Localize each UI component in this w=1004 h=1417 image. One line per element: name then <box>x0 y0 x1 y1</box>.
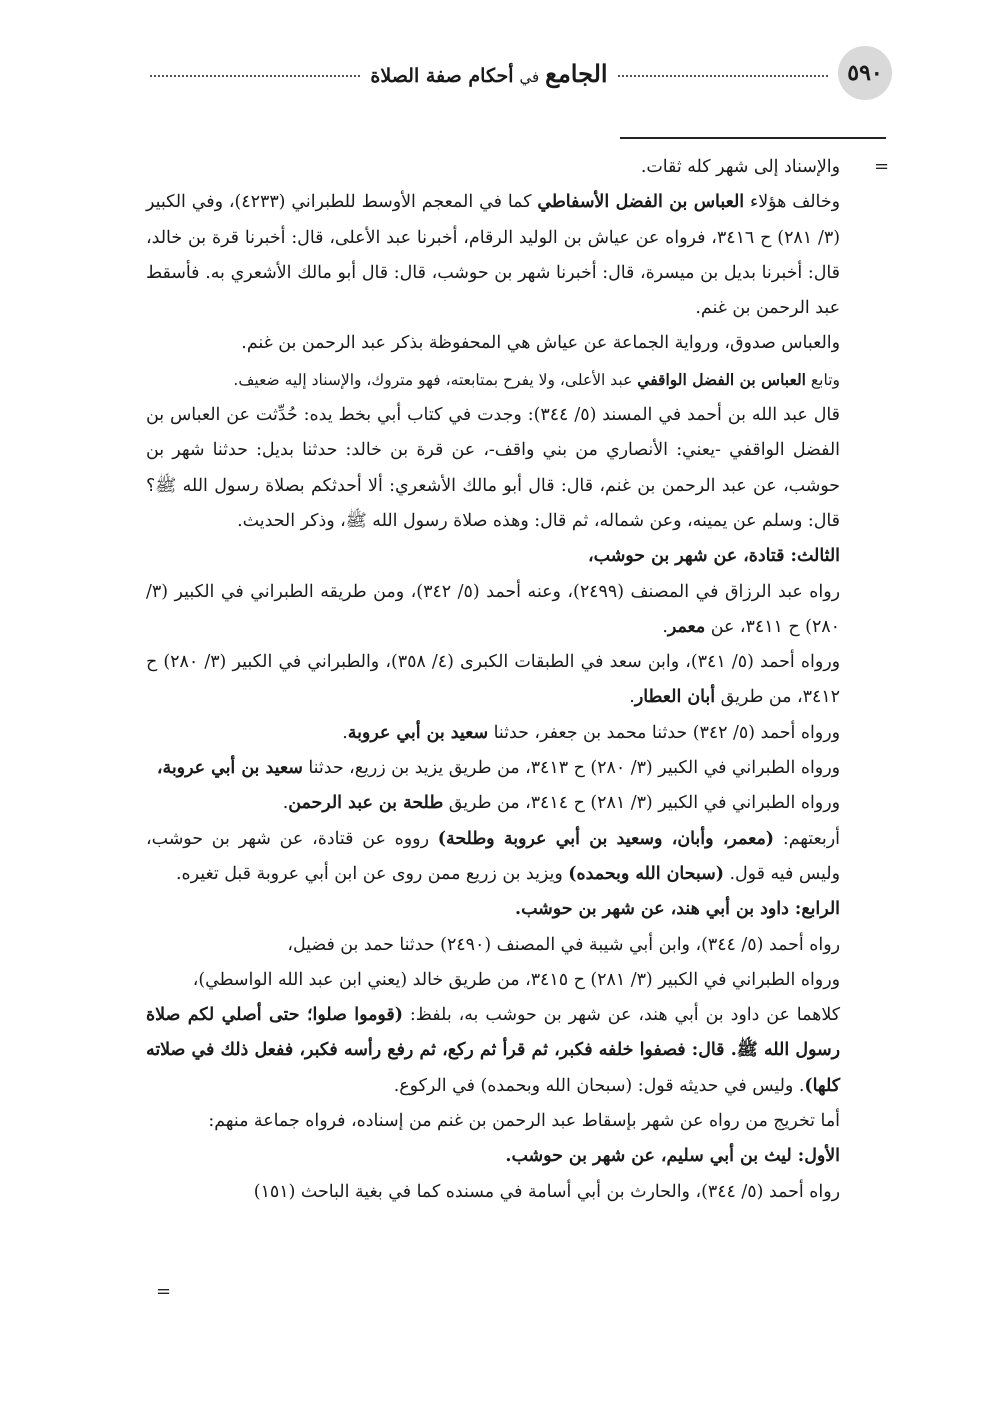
text-run: ورواه أحمد (٥/ ٣٤١)، وابن سعد في الطبقات الكبرى (٤/ ٣٥٨)، والطبراني في الكبير (٣/ ٢٨٠) ح ٣٤١٢، من طريق <box>146 652 841 708</box>
text-run: وخالف هؤلاء <box>744 192 840 213</box>
text-run: وتابع <box>805 370 840 389</box>
page-header <box>140 50 892 96</box>
bold-text: الرابع: داود بن أبي هند، عن شهر بن حوشب. <box>515 899 840 920</box>
text-run: عبد الأعلى، ولا يفرح بمتابعته، فهو متروك، والإسناد إليه ضعيف. <box>233 370 638 389</box>
text-run: ورواه الطبراني في الكبير (٣/ ٢٨١) ح ٣٤١٤، من طريق <box>443 793 840 814</box>
bold-text: طلحة بن عبد الرحمن <box>288 793 444 814</box>
text-run: رواه عبد الرزاق في المصنف (٢٤٩٩)، وعنه أحمد (٥/ ٣٤٢)، ومن طريقه الطبراني في الكبير (٣/ ٢٨٠) ح ٣٤١١، عن <box>146 581 840 637</box>
paragraph <box>146 1139 840 1174</box>
text-run: أما تخريج من رواه عن شهر بإسقاط عبد الرحمن بن غنم من إسناده، فرواه جماعة منهم: <box>208 1111 840 1132</box>
footnote-body <box>146 150 840 1210</box>
book-title-rest: أحكام صفة الصلاة <box>370 64 514 87</box>
text-run: . <box>629 687 635 708</box>
bold-text: (معمر، وأبان، وسعيد بن أبي عروبة وطلحة) <box>437 828 775 849</box>
paragraph <box>146 326 840 361</box>
paragraph <box>146 539 840 574</box>
text-run: . <box>342 722 348 743</box>
paragraph <box>146 786 840 821</box>
paragraph <box>146 575 840 646</box>
book-title-main: الجامع <box>545 58 608 88</box>
paragraph <box>146 998 840 1104</box>
paragraph <box>146 963 840 998</box>
bold-text: معمر <box>667 616 706 637</box>
paragraph <box>146 892 840 927</box>
paragraph <box>146 1175 840 1210</box>
text-run: كما في المعجم الأوسط للطبراني (٤٢٣٣)، وفي الكبير (٣/ ٢٨١) ح ٣٤١٦، فرواه عن عياش بن الوليد الرقام، أخبرنا عبد الأعلى، قال: أخبرنا قرة بن خالد، قال: أخبرنا بديل بن ميسرة، قال: أخبرنا شهر بن حوشب، قال: قال أبو مالك الأشعري به. فأسقط عبد الرحمن بن غنم. <box>146 192 840 319</box>
paragraph <box>146 751 840 786</box>
text-run: رواه أحمد (٥/ ٣٤٤)، والحارث بن أبي أسامة في مسنده كما في بغية الباحث (١٥١) <box>253 1181 840 1202</box>
book-title-fi: في <box>519 67 540 86</box>
paragraph <box>146 645 840 716</box>
paragraph <box>146 398 840 539</box>
text-run: والعباس صدوق، ورواية الجماعة عن عياش هي المحفوظة بذكر عبد الرحمن بن غنم. <box>241 333 840 354</box>
bold-text: الثالث: قتادة، عن شهر بن حوشب، <box>588 546 840 567</box>
bold-text: سعيد بن أبي عروبة، <box>156 758 303 779</box>
paragraph <box>146 150 840 185</box>
text-run: ويزيد بن زريع ممن روى عن ابن أبي عروبة قبل تغيره. <box>176 863 569 884</box>
paragraph <box>146 716 840 751</box>
text-run: أربعتهم: <box>774 828 840 849</box>
bold-text: العباس بن الفضل الواقفي <box>637 369 806 389</box>
header-dots-left <box>150 75 360 77</box>
text-run: والإسناد إلى شهر كله ثقات. <box>640 157 840 177</box>
text-run: رواه أحمد (٥/ ٣٤٤)، وابن أبي شيبة في المصنف (٢٤٩٠) حدثنا حمد بن فضيل، <box>287 934 840 955</box>
bold-text: العباس بن الفضل الأسفاطي <box>537 192 745 213</box>
text-run: قال عبد الله بن أحمد في المسند (٥/ ٣٤٤): وجدت في كتاب أبي بخط يده: حُدِّثت عن العباس بن الفضل الواقفي -يعني: الأنصاري من بني واقف-، عن قرة بن خالد: حدثنا بديل: حدثنا شهر بن حوشب، عن عبد الرحمن بن غنم، قال: قال أبو مالك الأشعري: ألا أحدثكم بصلاة رسول الله ﷺ؟ قال: وسلم عن يمينه، وعن شماله، ثم قال: وهذه صلاة رسول الله ﷺ، وذكر الحديث. <box>146 405 840 531</box>
bold-text: (قوموا صلوا؛ حتى أصلي لكم صلاة رسول الله ﷺ. قال: فصفوا خلفه فكبر، ثم قرأ ثم ركع، ثم رفع رأسه فكبر، ففعل ذلك في صلاته كلها) <box>146 1005 840 1096</box>
paragraph <box>146 928 840 963</box>
continuation-mark-bottom: = <box>156 1281 172 1302</box>
header-dots-right <box>618 75 828 77</box>
continuation-mark-top: = <box>874 156 890 177</box>
footnote-rule <box>620 137 886 139</box>
text-run: . <box>662 616 668 637</box>
bold-text: أبان العطار <box>634 687 716 708</box>
paragraph <box>146 362 840 398</box>
text-run: ورواه الطبراني في الكبير (٣/ ٢٨٠) ح ٣٤١٣، من طريق يزيد بن زريع، حدثنا <box>302 758 840 779</box>
paragraph <box>146 185 840 326</box>
text-run: كلاهما عن داود بن أبي هند، عن شهر بن حوشب به، بلفظ: <box>402 1005 840 1026</box>
text-run: . <box>282 793 289 814</box>
text-run: ورواه الطبراني في الكبير (٣/ ٢٨١) ح ٣٤١٥، من طريق خالد (يعني ابن عبد الله الواسطي)، <box>192 969 840 990</box>
text-run: . وليس في حديثه قول: (سبحان الله وبحمده) في الركوع. <box>393 1075 805 1096</box>
bold-text: سعيد بن أبي عروبة <box>347 722 489 743</box>
page-number: ٥٩٠ <box>838 46 892 100</box>
paragraph <box>146 822 840 893</box>
book-title <box>370 59 607 88</box>
text-run: رووه عن قتادة، عن شهر بن حوشب، وليس فيه قول. <box>146 828 840 884</box>
bold-text: الأول: ليث بن أبي سليم، عن شهر بن حوشب. <box>505 1146 840 1167</box>
text-run: ورواه أحمد (٥/ ٣٤٢) حدثنا محمد بن جعفر، حدثنا <box>488 722 840 743</box>
paragraph <box>146 1104 840 1139</box>
bold-text: (سبحان الله وبحمده) <box>568 863 724 884</box>
